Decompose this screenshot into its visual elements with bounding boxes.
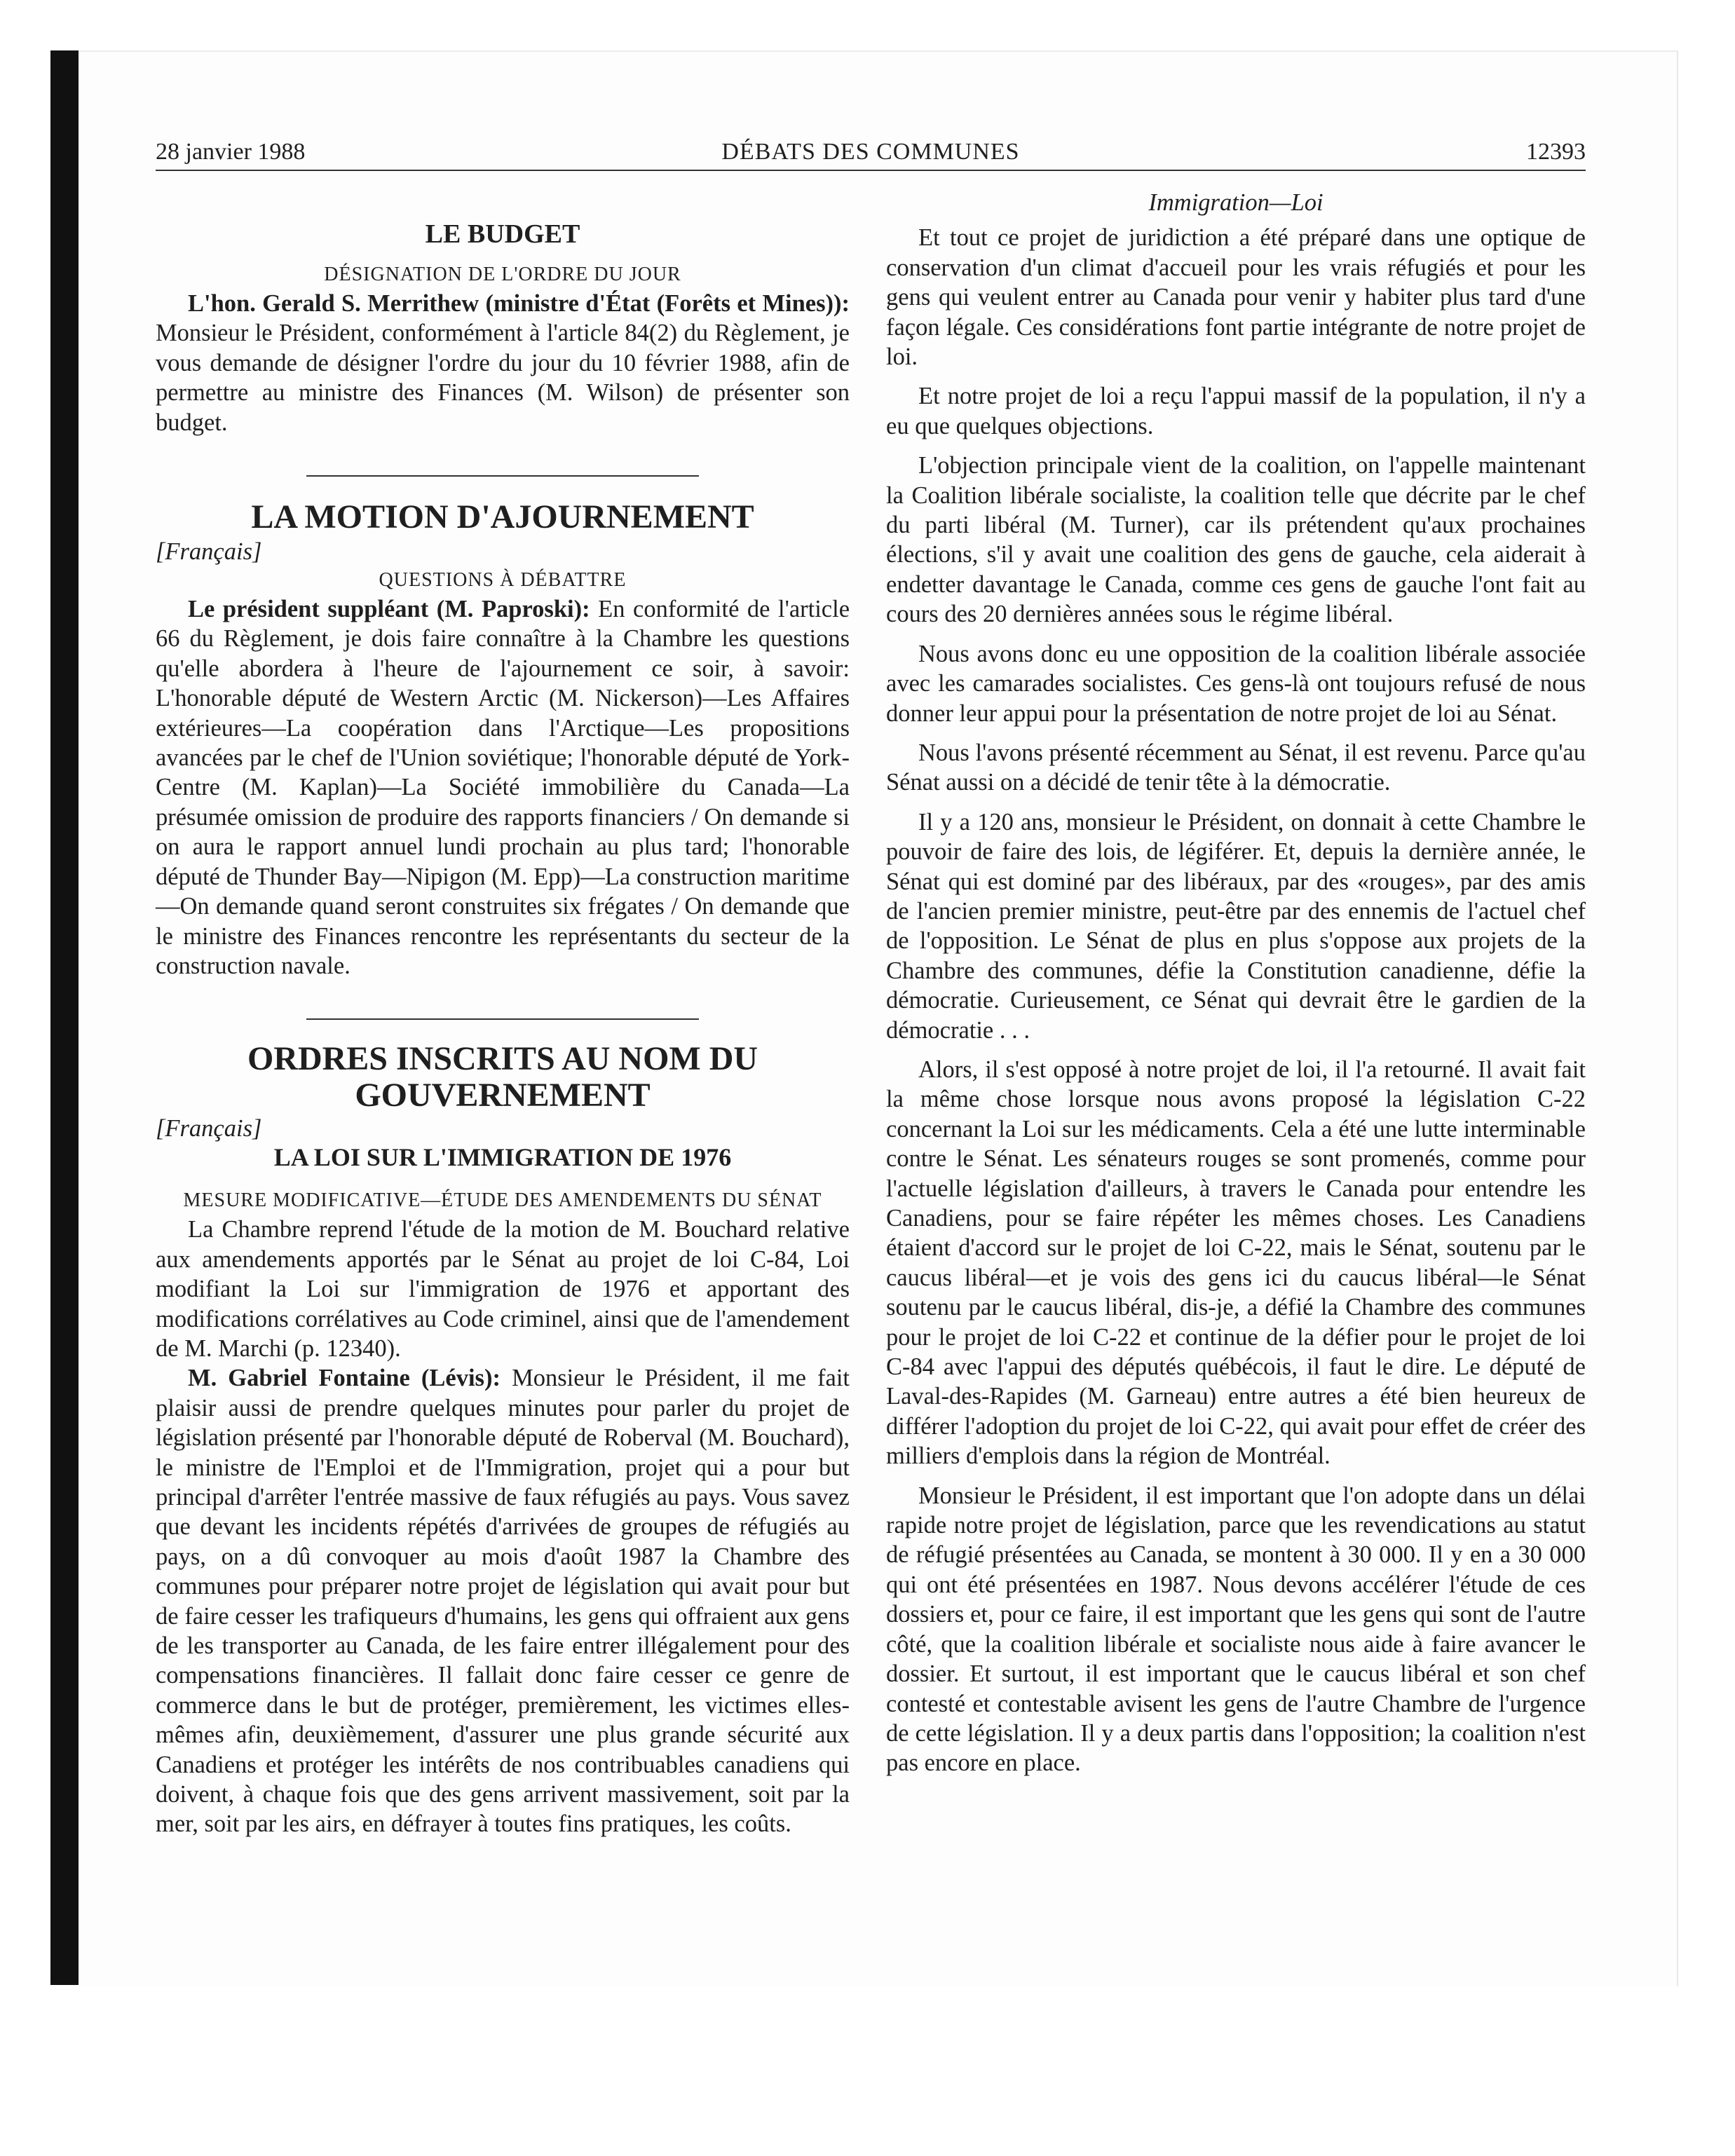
- right-paragraph: Et notre projet de loi a reçu l'appui massif de la population, il n'y a eu que quelques objections.: [886, 383, 1586, 439]
- budget-subtitle: DÉSIGNATION DE L'ORDRE DU JOUR: [324, 264, 681, 285]
- orders-title: ORDRES INSCRITS AU NOM DU GOUVERNEMENT: [247, 1040, 758, 1114]
- right-paragraph: Et tout ce projet de juridiction a été préparé dans une optique de conservation d'un climat d'accueil pour les vrais réfugiés et pour les gens qui veulent entrer au Canada pour venir y habiter plus tard d'une façon légale. Ces considérations font partie intégrante de notre projet de loi.: [886, 224, 1586, 371]
- budget-paragraph: [156, 289, 850, 437]
- motion-paragraph: [156, 594, 850, 981]
- motion-speaker: Le président suppléant (M. Paproski):: [188, 596, 590, 623]
- motion-text: En conformité de l'article 66 du Règlement, je dois faire connaître à la Chambre les questions qu'elle abordera à l'heure de l'ajournement ce soir, à savoir: L'honorable député de Western Arctic (M. Nickerson)—Les Affaires extérieures—La coopération dans l'Arctique—Les propositions avancées par le chef de l'Union soviétique; l'honorable député de York-Centre (M. Kaplan)—La Société immobilière du Canada—La présumée omission de produire des rapports financiers / On demande si on aura le rapport annuel lundi prochain au plus tard; l'honorable député de Thunder Bay—Nipigon (M. Epp)—La construction maritime—On demande quand seront construites six frégates / On demande que le ministre des Finances rencontre les représentants du secteur de la construction navale.: [156, 596, 850, 979]
- page-header: [156, 133, 1586, 168]
- right-paragraph: Nous l'avons présenté récemment au Sénat, il est revenu. Parce qu'au Sénat aussi on a décidé de tenir tête à la démocratie.: [886, 739, 1586, 796]
- budget-text: Monsieur le Président, conformément à l'article 84(2) du Règlement, je vous demande de désigner l'ordre du jour du 10 février 1988, afin de permettre au ministre des Finances (M. Wilson) de présenter son budget.: [156, 320, 850, 436]
- right-column: [886, 188, 1586, 1778]
- header-title: DÉBATS DES COMMUNES: [721, 139, 1020, 165]
- act-title: LA LOI SUR L'IMMIGRATION DE 1976: [273, 1143, 732, 1172]
- subject-heading: Immigration—Loi: [1148, 189, 1324, 216]
- header-rule: [156, 170, 1586, 171]
- right-paragraph: Monsieur le Président, il est important que l'on adopte dans un délai rapide notre projet de législation, parce que les revendications au statut de réfugié présentées au Canada, se montent à 30 000. Il y en a 30 000 qui ont été présentées en 1987. Nous devons accélérer l'étude de ces dossiers et, pour ce faire, il est important que les gens qui sont de l'autre côté, que la coalition libérale et socialiste nous aide à faire avancer le dossier. Et surtout, il est important que le caucus libéral et son chef contesté et contestable avisent les gens de l'autre Chambre de l'urgence de cette législation. Il y a deux partis dans l'opposition; la coalition n'est pas encore en place.: [886, 1482, 1586, 1777]
- right-paragraph: L'objection principale vient de la coalition, on l'appelle maintenant la Coalition libérale socialiste, la coalition telle que décrite par le chef du parti libéral (M. Turner), car ils prétendent qu'aux prochaines élections, s'il y avait une coalition des gens de gauche, cela aiderait à endetter davantage le Canada, comme ces gens de gauche l'ont fait au cours des 20 dernières années sous le régime libéral.: [886, 452, 1586, 628]
- act-subtitle: MESURE MODIFICATIVE—ÉTUDE DES AMENDEMENTS DU SÉNAT: [183, 1189, 822, 1212]
- header-date: 28 janvier 1988: [156, 139, 306, 165]
- act-intro-paragraph: La Chambre reprend l'étude de la motion de M. Bouchard relative aux amendements apportés par le Sénat au projet de loi C-84, Loi modifiant la Loi sur l'immigration de 1976 et apportant des modifications corrélatives au Code criminel, ainsi que de l'amendement de M. Marchi (p. 12340).: [156, 1216, 850, 1362]
- motion-language-tag: [Français]: [156, 538, 262, 566]
- orders-language-tag: [Français]: [156, 1115, 262, 1142]
- scan-edge-bar: [50, 50, 79, 1985]
- motion-subtitle: QUESTIONS À DÉBATTRE: [379, 569, 627, 592]
- budget-title: LE BUDGET: [425, 219, 580, 249]
- left-column: [156, 217, 850, 1839]
- budget-speaker: L'hon. Gerald S. Merrithew (ministre d'État (Forêts et Mines)):: [188, 290, 850, 317]
- right-paragraph: Nous avons donc eu une opposition de la coalition libérale associée avec les camarades socialistes. Ces gens-là ont toujours refusé de nous donner leur appui pour la présentation de notre projet de loi au Sénat.: [886, 640, 1586, 727]
- fontaine-paragraph: [156, 1363, 850, 1839]
- motion-title: LA MOTION D'AJOURNEMENT: [251, 498, 754, 536]
- fontaine-text: Monsieur le Président, il me fait plaisir aussi de prendre quelques minutes pour parler du projet de législation présenté par l'honorable député de Roberval (M. Bouchard), le ministre de l'Emploi et de l'Immigration, projet qui a pour but principal d'arrêter l'entrée massive de faux réfugiés au pays. Vous savez que devant les incidents répétés d'arrivées de groupes de réfugiés au pays, on a dû convoquer au mois d'août 1987 la Chambre des communes pour préparer notre projet de législation qui avait pour but de faire cesser les trafiqueurs d'humains, les gens qui offraient aux gens de les transporter au Canada, de les faire entrer illégalement pour des compensations financières. Il fallait donc faire cesser ce genre de commerce dans le but de protéger, premièrement, les victimes elles-mêmes afin, deuxièmement, d'assurer une plus grande sécurité aux Canadiens et protéger les intérêts de nos contribuables canadiens qui doivent, à chaque fois que des gens arrivent massivement, soit par la mer, soit par les airs, en défrayer à toutes fins pratiques, les coûts.: [156, 1365, 850, 1838]
- right-paragraph: Il y a 120 ans, monsieur le Président, on donnait à cette Chambre le pouvoir de faire des lois, de légiférer. Et, depuis la dernière année, le Sénat qui est dominé par des libéraux, par des «rouges», par des amis de l'ancien premier ministre, peut-être par des ennemis de l'actuel chef de l'opposition. Le Sénat de plus en plus s'oppose aux projets de la Chambre des communes, défie la Constitution canadienne, défie la démocratie. Curieusement, ce Sénat qui devrait être le gardien de la démocratie . . .: [886, 808, 1586, 1044]
- header-page-number: 12393: [1526, 139, 1586, 165]
- fontaine-speaker: M. Gabriel Fontaine (Lévis):: [188, 1365, 501, 1392]
- right-paragraph: Alors, il s'est opposé à notre projet de loi, il l'a retourné. Il avait fait la même chose lorsque nous avons proposé la législation C-22 concernant la Loi sur les médicaments. Cela a été une lutte interminable contre le Sénat. Les sénateurs rouges se sont promenés, comme pour l'actuelle législation d'ailleurs, à travers le Canada pour entendre les Canadiens, pour se faire répéter les mêmes choses. Les Canadiens étaient d'accord sur le projet de loi C-22, mais le Sénat, soutenu par le caucus libéral—et je vois des gens ici du caucus libéral—le Sénat soutenu par le caucus libéral, dis-je, a défié la Chambre des communes pour le projet de loi C-22 et continue de la défier pour le projet de loi C-84 avec l'appui des députés québécois, il faut le dire. Le député de Laval-des-Rapides (M. Garneau) entre autres a été bien heureux de différer l'adoption du projet de loi C-22, qui avait pour effet de créer des milliers d'emplois dans la région de Montréal.: [886, 1056, 1586, 1470]
